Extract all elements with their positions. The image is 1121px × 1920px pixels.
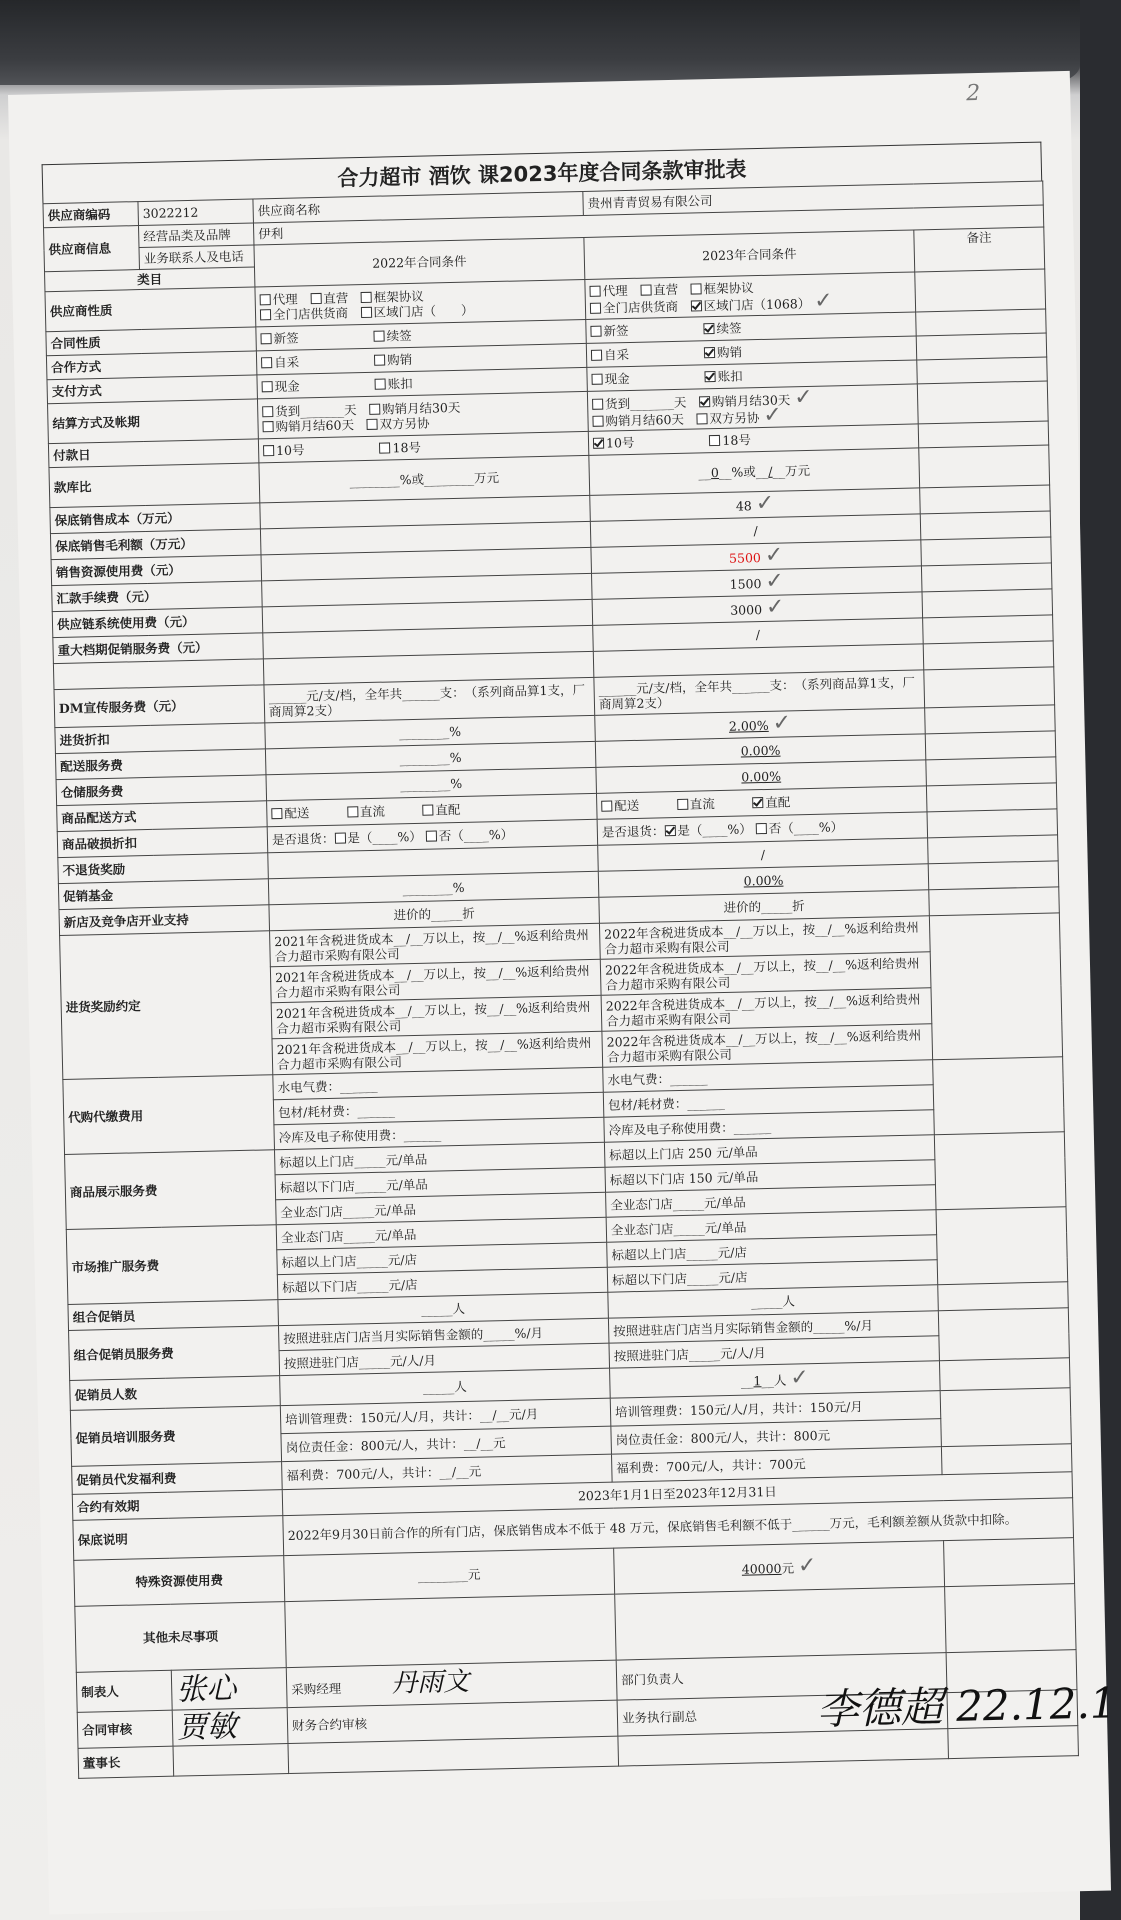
brand-label: 经营品类及品牌 <box>138 223 253 248</box>
form-title: 合力超市 酒饮 课2023年度合同条款审批表 <box>42 142 1043 204</box>
validity-label: 合约有效期 <box>72 1490 283 1521</box>
brand-value: 伊利 <box>253 205 1043 245</box>
display-label: 商品展示服务费 <box>65 1150 277 1230</box>
market-label: 市场推广服务费 <box>66 1225 278 1305</box>
chair-label: 董事长 <box>78 1746 174 1778</box>
promoter-fee-label: 组合促销员服务费 <box>69 1326 280 1381</box>
dept-head-signature: 李德超 22.12.1 <box>816 1678 1117 1735</box>
settle-label: 结算方式及帐期 <box>48 399 259 444</box>
discount-label: 进货折扣 <box>55 723 266 754</box>
dist-mode-label: 商品配送方式 <box>57 801 268 832</box>
remit-fee-label: 汇款手续费（元） <box>52 581 263 612</box>
header-category: 类目 <box>45 267 255 292</box>
promoter-num-label: 促销员人数 <box>70 1376 281 1411</box>
checkbox[interactable] <box>260 294 271 305</box>
clipboard-clip <box>0 0 1080 85</box>
rebate-2023-1: 2022年含税进货成本__/__万以上，按__/__%返利给贵州合力超市采购有限公司 <box>599 916 930 959</box>
agency-label: 代购代缴费用 <box>63 1075 275 1155</box>
review-label: 合同审核 <box>77 1710 173 1748</box>
no-return-label: 不退货奖励 <box>58 853 269 884</box>
page-number: 2 <box>965 80 981 107</box>
supplier-code: 3022212 <box>138 199 254 226</box>
header-2022: 2022年合同条件 <box>254 237 585 286</box>
maker-signature: 张心 <box>171 1668 287 1711</box>
welfare-label: 促销员代发福利费 <box>72 1462 283 1495</box>
form-table: 供应商编码 3022212 供应商名称 贵州青青贸易有限公司 供应商信息 经营品类及品牌 伊利 业务联系人及电话 2022年合同条件 2023年合同条件 备注 类目 供应商性质 代理 直营 框架协议 全门店供货商 区域门店（ ） 代理 直营 框架协议 全门店供货商 区域门店（1068） ✓ 合同性质 新签 续签 新签 续签 合作方式 自采 购销 自采 购销 支付方式 现金 账扣 现金 账扣 结算方式及帐期 货到_______天 购销月结30天 购销月结60天 双方另协 货到_______天 购销月结30天 ✓ 购销月结60天 双方另协 ✓ 付款日 10号 18号 10号 18号 款库比 ________%或________万元 __0__%或__/__万元 保底销售成本（万元） 48 ✓ 保底销售毛利额（万元） / 销售资源使用费（元） 5500 ✓ 汇款手续费（元） 1500 ✓ 供应链系统使用费（元） 3000 ✓ 重大档期促销服务费（元） / DM宣传服务费（元） ______元/支/档，全年共______支： （系列商品算1支，厂商周算2支） ______元/支/档，全年共______支： （系列商品算1支，厂商周算2支） 进货折扣 ________% 2.00% ✓ 配送服务费 ________% 0.00% 仓储服务费 ________% 0.00% 商品配送方式 配送 直流 直配 配送 直流 直配 商品破损折扣 是否退货： 是（____%） 否（____%） 是否退货： 是（____%） 否（____%） 不退货奖励 / 促销基金 ________% 0.00% 新店及竞争店开业支持 进价的_____折 进价的_____折 进货奖励约定 2021年含税进货成本__/__万以上，按__/__%返利给贵州合力超市采购有限公司 2022年含税进货成本__/__万以上，按__/__%返利给贵州合力超市采购有限公司 2021年含税进货成本__/__万以上，按__/__%返利给贵州合力超市采购有限公司 2022年含税进货成本__/__万以上，按__/__%返利给贵州合力超市采购有限公司 2021年含税进货成本__/__万以上，按__/__%返利给贵州合力超市采购有限公司 2022年含税进货成本__/__万以上，按__/__%返利给贵州合力超市采购有限公司 2021年含税进货成本__/__万以上，按__/__%返利给贵州合力超市采购有限公司 2022年含税进货成本__/__万以上，按__/__%返利给贵州合力超市采购有限公司 代购代缴费用 水电气费：______ 水电气费：______ 包材/耗材费：______ 包材/耗材费：______ 冷库及电子称使用费：______ 冷库及电子称使用费：______ 商品展示服务费 标超以上门店_____元/单品 标超以上门店 250 元/单品 标超以下门店_____元/单品 标超以下门店 150 元/单品 全业态门店_____元/单品 全业态门店_____元/单品 市场推广服务费 全业态门店_____元/单品 全业态门店_____元/单品 标超以上门店_____元/店 标超以上门店_____元/店 标超以下门店_____元/店 标超以下门店_____元/店 组合促销员 _____人 _____人 组合促销员服务费 按照进驻店门店当月实际销售金额的_____%/月 按照进驻店门店当月实际销售金额的_____%/月 按照进驻门店_____元/人/月 按照进驻门店_____元/人/月 促销员人数 _____人 __1__人 ✓ 促销员培训服务费 培训管理费：150元/人/月，共计：__/__元/月 培训管理费：150元/人/月，共计：150元/月 岗位责任金：800元/人，共计：__/__元 岗位责任金：800元/人，共计：800元 促销员代发福利费 福利费：700元/人，共计：__/__元 福利费：700元/人，共计：700元 合约有效期 2023年1月1日至2023年12月31日 保底说明 2022年9月30日前合作的所有门店，保底销售成本不低于 48 万元，保底销售毛利额不低于______万元，毛利额差额从货款中扣除。 特殊资源使用费 ________元 40000元 ✓ 其他未尽事项 制表人 张心 采购经理 丹雨文 部门负责人 合同审核 贾敏 财务合约审核 业务执行副总 董事长 <box>42 181 1079 1779</box>
other-items-label: 其他未尽事项 <box>75 1602 286 1673</box>
vp-label: 业务执行副总 <box>617 1693 948 1736</box>
dm-fee-label: DM宣传服务费（元） <box>54 685 265 728</box>
delivery-fee-label: 配送服务费 <box>55 749 266 780</box>
manager-signature: 丹雨文 <box>390 1666 470 1699</box>
document-paper <box>8 71 1117 1915</box>
promoter-label: 组合促销员 <box>68 1300 279 1331</box>
supplier-name: 贵州青青贸易有限公司 <box>583 181 1043 215</box>
nature-2023: 代理 直营 框架协议 全门店供货商 区域门店（1068） ✓ <box>585 272 916 319</box>
review-signature: 贾敏 <box>172 1708 288 1747</box>
damage-label: 商品破损折扣 <box>57 827 268 858</box>
rebate-label: 进货奖励约定 <box>60 931 273 1080</box>
resource-fee-label: 销售资源使用费（元） <box>51 555 262 586</box>
header-2023: 2023年合同条件 <box>584 230 915 279</box>
dept-label: 部门负责人 <box>616 1653 947 1700</box>
payday-label: 付款日 <box>48 439 258 468</box>
coop-label: 合作方式 <box>46 351 256 380</box>
validity-value: 2023年1月1日至2023年12月31日 <box>282 1472 1072 1516</box>
new-store-label: 新店及竞争店开业支持 <box>59 905 270 936</box>
promo-fund-label: 促销基金 <box>58 879 269 910</box>
maker-label: 制表人 <box>76 1670 172 1712</box>
guarantee-label: 保底说明 <box>73 1516 284 1561</box>
min-margin-label: 保底销售毛利额（万元） <box>50 529 261 560</box>
nature-label: 供应商性质 <box>45 287 256 332</box>
training-label: 促销员培训服务费 <box>70 1406 281 1467</box>
supplier-name-label: 供应商名称 <box>253 191 583 222</box>
promo-fee-label: 重大档期促销服务费（元） <box>53 633 264 664</box>
supplier-info-label: 供应商信息 <box>44 226 140 272</box>
storage-fee-label: 仓储服务费 <box>56 775 267 806</box>
special-fee-label: 特殊资源使用费 <box>74 1556 285 1607</box>
stock-label: 款库比 <box>49 463 260 508</box>
rebate-2022-1: 2021年含税进货成本__/__万以上，按__/__%返利给贵州合力超市采购有限公司 <box>270 923 601 966</box>
contact-label: 业务联系人及电话 <box>139 245 254 270</box>
contract-label: 合同性质 <box>46 327 256 356</box>
header-remark: 备注 <box>914 227 1045 272</box>
approval-form <box>42 142 1117 1779</box>
pay-label: 支付方式 <box>47 375 257 404</box>
guarantee-value: 2022年9月30日前合作的所有门店，保底销售成本不低于 48 万元，保底销售毛利额不低于______万元，毛利额差额从货款中扣除。 <box>283 1498 1074 1556</box>
nature-2022: 代理 直营 框架协议 全门店供货商 区域门店（ ） <box>255 279 586 326</box>
chain-fee-label: 供应链系统使用费（元） <box>52 607 263 638</box>
supplier-code-label: 供应商编码 <box>43 202 139 228</box>
min-cost-label: 保底销售成本（万元） <box>50 503 261 534</box>
finance-label: 财务合约审核 <box>287 1700 618 1743</box>
